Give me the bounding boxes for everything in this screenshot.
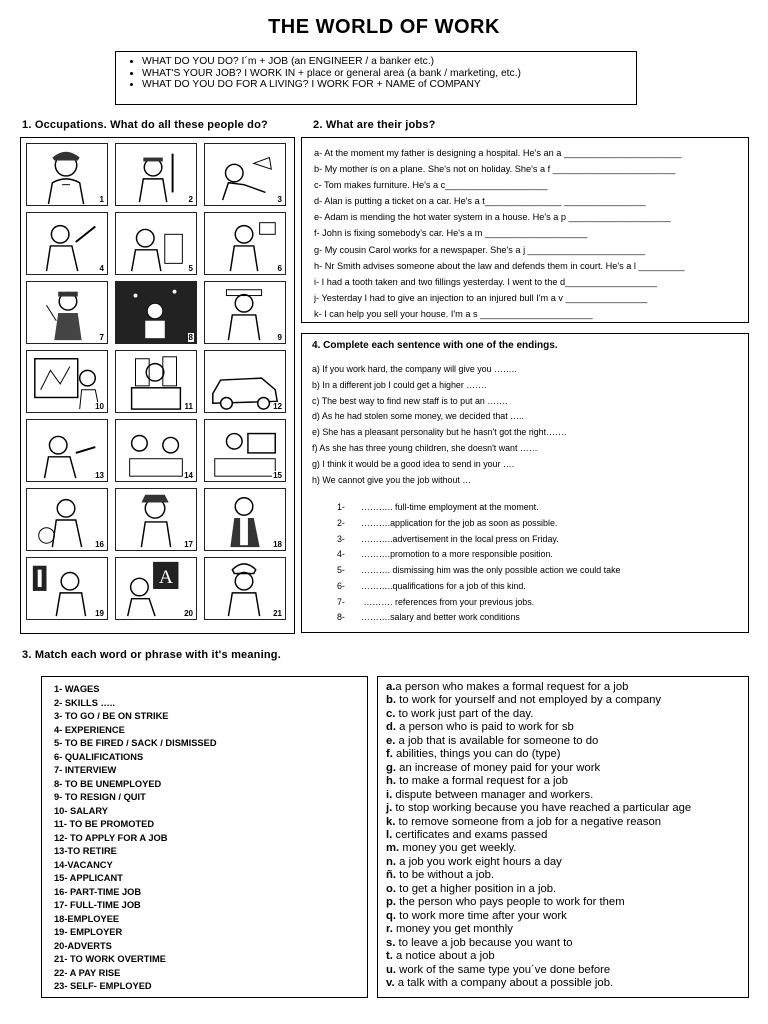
sentence-start: e) She has a pleasant personality but he hasn't got the right……. xyxy=(312,427,567,438)
word-item: 5- TO BE FIRED / SACK / DISMISSED xyxy=(54,738,217,748)
occupation-picture xyxy=(204,212,286,275)
word-item: 3- TO GO / BE ON STRIKE xyxy=(54,711,169,721)
sentence-start: f) As she has three young children, she doesn't want …… xyxy=(312,442,538,453)
sentence-start: h) We cannot give you the job without … xyxy=(312,474,472,485)
ending-item: 2- ……….application for the job as soon as possible. xyxy=(337,518,558,529)
occupation-picture xyxy=(115,488,197,551)
word-item: 14-VACANCY xyxy=(54,859,113,870)
occupations-pictures xyxy=(20,137,295,634)
words-list-box xyxy=(41,676,368,998)
picture-number: 20 xyxy=(184,609,193,618)
word-item: 20-ADVERTS xyxy=(54,940,112,951)
sentence-start: g) I think it would be a good idea to send in your …. xyxy=(312,458,515,469)
meaning-item: n. a job you work eight hours a day xyxy=(386,855,562,868)
picture-number: 14 xyxy=(184,471,193,480)
occupation-picture xyxy=(115,557,197,620)
occupation-picture xyxy=(204,143,286,206)
meaning-item: l. certificates and exams passed xyxy=(386,828,548,841)
picture-number: 15 xyxy=(273,471,282,480)
word-item: 8- TO BE UNEMPLOYED xyxy=(54,778,162,789)
occupation-picture xyxy=(115,419,197,482)
picture-number: 21 xyxy=(273,609,282,618)
meaning-item: d. a person who is paid to work for sb xyxy=(386,721,574,734)
picture-number: 1 xyxy=(99,195,104,204)
picture-number: 19 xyxy=(95,609,104,618)
occupation-picture xyxy=(26,350,108,413)
picture-number: 6 xyxy=(277,264,282,273)
picture-number: 5 xyxy=(188,264,193,273)
sentence-start: a) If you work hard, the company will give you …….. xyxy=(312,364,517,374)
meaning-item: t. a notice about a job xyxy=(386,950,495,963)
word-item: 15- APPLICANT xyxy=(54,873,123,883)
sentence-start: c) The best way to find new staff is to put an ……. xyxy=(312,395,508,406)
occupation-picture xyxy=(204,350,286,413)
meaning-item: u. work of the same type you´ve done before xyxy=(386,963,611,976)
word-item: 11- TO BE PROMOTED xyxy=(54,819,155,829)
meaning-item: v. a talk with a company about a possible job. xyxy=(386,976,614,989)
job-sentence: c- Tom makes furniture. He's a c____________________ xyxy=(314,180,548,191)
meaning-item: p. the person who pays people to work for them xyxy=(386,896,625,909)
meanings-list-box xyxy=(377,676,749,998)
meaning-item: g. an increase of money paid for your work xyxy=(386,761,601,774)
ending-item: 6- ………..qualifications for a job of this kind. xyxy=(337,580,526,591)
meaning-item: o. to get a higher position in a job. xyxy=(386,882,557,895)
picture-number: 2 xyxy=(188,195,193,204)
meaning-item: a.a person who makes a formal request for a job xyxy=(386,681,629,693)
occupation-picture xyxy=(204,419,286,482)
meaning-item: m. money you get weekly. xyxy=(386,842,517,855)
sentence-start: b) In a different job I could get a higher ……. xyxy=(312,379,487,390)
meaning-item: h. to make a formal request for a job xyxy=(386,775,569,788)
occupation-picture xyxy=(115,143,197,206)
occupation-picture xyxy=(26,212,108,275)
picture-number: 10 xyxy=(95,402,104,411)
occupation-picture xyxy=(204,488,286,551)
occupation-picture xyxy=(204,281,286,344)
word-item: 21- TO WORK OVERTIME xyxy=(54,954,166,964)
word-item: 16- PART-TIME JOB xyxy=(54,886,142,897)
ending-item: 7- ………. references from your previous jobs. xyxy=(337,596,535,607)
section-3-heading: 3. Match each word or phrase with it's meaning. xyxy=(22,649,281,661)
word-item: 22- A PAY RISE xyxy=(54,967,121,978)
job-sentence: f- John is fixing somebody's car. He's a m ____________________ xyxy=(314,228,588,239)
endings-list xyxy=(312,500,748,626)
meaning-item: i. dispute between manager and workers. xyxy=(386,788,594,801)
picture-number: 17 xyxy=(184,540,193,549)
job-sentence: i- I had a tooth taken and two fillings yesterday. I went to the d__________________ xyxy=(314,276,658,287)
word-item: 1- WAGES xyxy=(54,684,100,694)
jobs-exercise-box xyxy=(301,137,749,323)
job-sentence: e- Adam is mending the hot water system in a house. He's a p ____________________ xyxy=(314,212,671,223)
job-sentence: a- At the moment my father is designing a hospital. He's an a _______________________ xyxy=(314,148,682,158)
job-sentence: k- I can help you sell your house. I'm a s ______________________ xyxy=(314,308,593,319)
job-sentence: g- My cousin Carol works for a newspaper. She's a j _______________________ xyxy=(314,244,646,255)
occupation-picture xyxy=(26,557,108,620)
ending-item: 3- ………..advertisement in the local press on Friday. xyxy=(337,533,559,544)
word-item: 23- SELF- EMPLOYED xyxy=(54,981,152,991)
ending-item: 1- ……….. full-time employment at the moment. xyxy=(337,502,539,513)
occupation-picture xyxy=(115,212,197,275)
picture-number: 12 xyxy=(273,402,282,411)
job-sentence: h- Nr Smith advises someone about the law and defends them in court. He's a l _________ xyxy=(314,260,685,271)
meaning-item: s. to leave a job because you want to xyxy=(386,936,573,949)
meaning-item: c. to work just part of the day. xyxy=(386,707,534,720)
meaning-item: b. to work for yourself and not employed by a company xyxy=(386,694,662,707)
job-sentence: j- Yesterday I had to give an injection to an injured bull I'm a v ________________ xyxy=(314,292,648,303)
page-title: THE WORLD OF WORK xyxy=(268,16,500,38)
word-item: 6- QUALIFICATIONS xyxy=(54,751,144,762)
picture-number: 3 xyxy=(277,195,282,204)
info-item: • WHAT DO YOU DO? I´m + JOB (an ENGINEER / a banker etc.) xyxy=(142,56,628,68)
section-4-heading: 4. Complete each sentence with one of the endings. xyxy=(312,340,558,351)
word-item: 13-TO RETIRE xyxy=(54,846,117,856)
meaning-item: e. a job that is available for someone to do xyxy=(386,734,599,747)
occupation-picture xyxy=(26,143,108,206)
picture-number: 9 xyxy=(277,333,282,342)
word-item: 18-EMPLOYEE xyxy=(54,913,120,924)
picture-number: 4 xyxy=(99,264,104,273)
occupation-picture xyxy=(115,281,197,344)
meaning-item: k. to remove someone from a job for a negative reason xyxy=(386,815,662,828)
picture-number: 18 xyxy=(273,540,282,549)
job-sentence: d- Alan is putting a ticket on a car. He's a t_______________ ________________ xyxy=(314,196,646,207)
word-item: 4- EXPERIENCE xyxy=(54,724,125,735)
word-item: 12- TO APPLY FOR A JOB xyxy=(54,832,168,843)
section-2-heading: 2. What are their jobs? xyxy=(313,119,436,131)
meaning-item: q. to work more time after your work xyxy=(386,909,567,922)
picture-number: 8 xyxy=(188,333,193,342)
grammar-info-box xyxy=(115,51,637,105)
word-item: 10- SALARY xyxy=(54,805,108,816)
picture-number: 7 xyxy=(99,333,104,342)
occupation-picture xyxy=(204,557,286,620)
occupation-picture xyxy=(26,281,108,344)
meaning-item: r. money you get monthly xyxy=(386,923,513,936)
word-item: 2- SKILLS ….. xyxy=(54,697,115,708)
sentence-start: d) As he had stolen some money, we decided that ….. xyxy=(312,411,524,422)
info-item: • WHAT DO YOU DO FOR A LIVING? I WORK FOR + NAME of COMPANY xyxy=(142,79,628,91)
meaning-item: f. abilities, things you can do (type) xyxy=(386,748,561,761)
section-1-heading: 1. Occupations. What do all these people do? xyxy=(22,119,268,131)
occupation-picture xyxy=(26,419,108,482)
svg-text:A: A xyxy=(158,567,174,589)
picture-grid xyxy=(26,143,286,620)
meaning-item: j. to stop working because you have reached a particular age xyxy=(386,802,692,815)
picture-number: 16 xyxy=(95,540,104,549)
ending-item: 4- ……….promotion to a more responsible position. xyxy=(337,549,553,560)
ending-item: 8- ……….salary and better work conditions xyxy=(337,612,520,623)
word-item: 17- FULL-TIME JOB xyxy=(54,900,141,910)
complete-sentences-box xyxy=(301,333,749,633)
meaning-item: ñ. to be without a job. xyxy=(386,869,495,882)
word-item: 19- EMPLOYER xyxy=(54,927,123,937)
job-sentence: b- My mother is on a plane. She's not on holiday. She's a f ________________________ xyxy=(314,164,676,175)
occupation-picture xyxy=(115,350,197,413)
word-item: 7- INTERVIEW xyxy=(54,765,117,775)
word-item: 9- TO RESIGN / QUIT xyxy=(54,792,146,802)
occupation-picture xyxy=(26,488,108,551)
picture-number: 11 xyxy=(184,402,193,411)
info-item: • WHAT'S YOUR JOB? I WORK IN + place or general area (a bank / marketing, etc.) xyxy=(142,68,628,80)
ending-item: 5- ………. dismissing him was the only possible action we could take xyxy=(337,565,621,576)
picture-number: 13 xyxy=(95,471,104,480)
